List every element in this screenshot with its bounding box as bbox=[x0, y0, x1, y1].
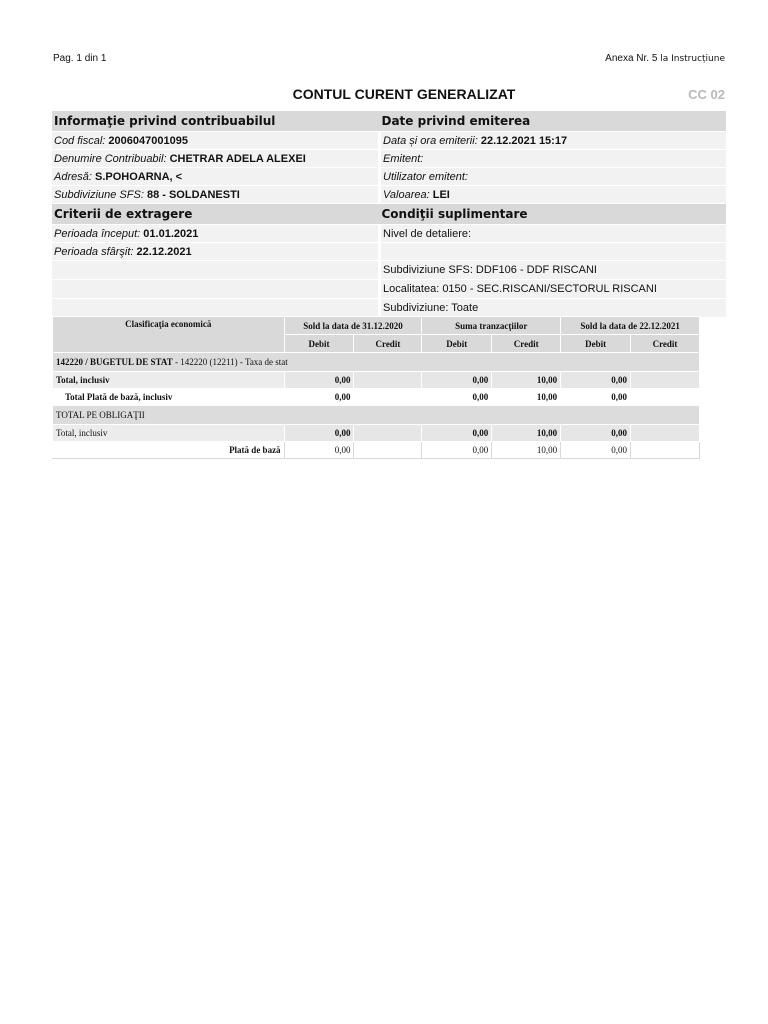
period-start: Perioada început: 01.01.2021 bbox=[52, 225, 380, 243]
group-row bbox=[53, 353, 700, 372]
section-header-row bbox=[52, 111, 726, 132]
row-label: Total, inclusiv bbox=[53, 372, 285, 389]
cell-value: 0,00 bbox=[561, 389, 631, 406]
period-end: Perioada sfârşit: 22.12.2021 bbox=[52, 243, 380, 261]
group-label: TOTAL PE OBLIGAŢII bbox=[53, 406, 700, 425]
info-row bbox=[52, 186, 726, 204]
annex-main: Anexa Nr. 5 bbox=[605, 53, 658, 64]
annex-small: la Instrucțiune bbox=[660, 54, 725, 64]
col-header-credit: Credit bbox=[631, 335, 700, 353]
cell-value bbox=[354, 425, 422, 442]
cell-value bbox=[354, 372, 422, 389]
fiscal-code: Cod fiscal: 2006047001095 bbox=[52, 132, 380, 150]
condition-locality: Localitatea: 0150 - SEC.RISCANI/SECTORUL RISCANI bbox=[380, 280, 727, 299]
col-header-debit: Debit bbox=[422, 335, 492, 353]
cell-value: 0,00 bbox=[422, 442, 492, 459]
col-header-transactions: Suma tranzacţiilor bbox=[422, 317, 561, 335]
currency: Valoarea: LEI bbox=[380, 186, 727, 204]
table-row bbox=[53, 372, 700, 389]
cell-value bbox=[354, 389, 422, 406]
cell-value: 0,00 bbox=[422, 425, 492, 442]
info-table bbox=[52, 111, 726, 318]
info-row bbox=[52, 280, 726, 299]
empty-cell bbox=[52, 299, 380, 318]
cell-value: 10,00 bbox=[492, 425, 561, 442]
cell-value: 10,00 bbox=[492, 389, 561, 406]
cell-value: 0,00 bbox=[422, 389, 492, 406]
cell-value: 10,00 bbox=[492, 372, 561, 389]
col-header-closing-balance: Sold la data de 22.12.2021 bbox=[561, 317, 700, 335]
cell-value bbox=[631, 372, 700, 389]
cell-value: 0,00 bbox=[284, 372, 354, 389]
issue-section-title: Date privind emiterea bbox=[380, 111, 727, 132]
row-label: Total, inclusiv bbox=[53, 425, 285, 442]
cell-value: 10,00 bbox=[492, 442, 561, 459]
info-row bbox=[52, 261, 726, 280]
table-row bbox=[53, 389, 700, 406]
cell-value bbox=[631, 389, 700, 406]
info-row bbox=[52, 243, 726, 261]
col-header-classification: Clasificaţia economică bbox=[53, 317, 285, 353]
taxpayer-address: Adresă: S.POHOARNA, < bbox=[52, 168, 380, 186]
balance-table bbox=[52, 316, 700, 459]
detail-level: Nivel de detaliere: bbox=[380, 225, 727, 243]
table-row bbox=[53, 442, 700, 459]
cell-value: 0,00 bbox=[561, 425, 631, 442]
issuing-user: Utilizator emitent: bbox=[380, 168, 727, 186]
cell-value: 0,00 bbox=[422, 372, 492, 389]
col-header-credit: Credit bbox=[492, 335, 561, 353]
cell-value bbox=[631, 425, 700, 442]
condition-sfs: Subdiviziune SFS: DDF106 - DDF RISCANI bbox=[380, 261, 727, 280]
document-code: CC 02 bbox=[688, 87, 725, 102]
group-label: 142220 / BUGETUL DE STAT - 142220 (12211) - Taxa de stat bbox=[53, 353, 700, 372]
annex-label bbox=[605, 53, 725, 64]
group-row bbox=[53, 406, 700, 425]
info-row bbox=[52, 299, 726, 318]
taxpayer-sfs: Subdiviziune SFS: 88 - SOLDANESTI bbox=[52, 186, 380, 204]
col-header-credit: Credit bbox=[354, 335, 422, 353]
page-number: Pag. 1 din 1 bbox=[53, 53, 107, 64]
document-title: CONTUL CURENT GENERALIZAT bbox=[292, 86, 516, 102]
info-row bbox=[52, 132, 726, 150]
cell-value bbox=[354, 442, 422, 459]
issue-datetime: Data și ora emiterii: 22.12.2021 15:17 bbox=[380, 132, 727, 150]
cell-value bbox=[631, 442, 700, 459]
cell-value: 0,00 bbox=[561, 372, 631, 389]
empty-cell bbox=[380, 243, 727, 261]
condition-subdivision: Subdiviziune: Toate bbox=[380, 299, 727, 318]
info-row bbox=[52, 150, 726, 168]
criteria-section-title: Criterii de extragere bbox=[52, 204, 380, 225]
empty-cell bbox=[52, 280, 380, 299]
empty-cell bbox=[52, 261, 380, 280]
cell-value: 0,00 bbox=[284, 442, 354, 459]
row-label: Total Plată de bază, inclusiv bbox=[53, 389, 285, 406]
table-row bbox=[53, 425, 700, 442]
col-header-debit: Debit bbox=[561, 335, 631, 353]
cell-value: 0,00 bbox=[284, 389, 354, 406]
table-header-row bbox=[53, 317, 700, 335]
info-row bbox=[52, 168, 726, 186]
taxpayer-name: Denumire Contribuabil: CHETRAR ADELA ALEXEI bbox=[52, 150, 380, 168]
info-row bbox=[52, 225, 726, 243]
taxpayer-section-title: Informaţie privind contribuabilul bbox=[52, 111, 380, 132]
col-header-debit: Debit bbox=[284, 335, 354, 353]
cell-value: 0,00 bbox=[284, 425, 354, 442]
cell-value: 0,00 bbox=[561, 442, 631, 459]
col-header-opening-balance: Sold la data de 31.12.2020 bbox=[284, 317, 422, 335]
issuer: Emitent: bbox=[380, 150, 727, 168]
conditions-section-title: Condiţii suplimentare bbox=[380, 204, 727, 225]
section-header-row bbox=[52, 204, 726, 225]
row-label: Plată de bază bbox=[53, 442, 285, 459]
